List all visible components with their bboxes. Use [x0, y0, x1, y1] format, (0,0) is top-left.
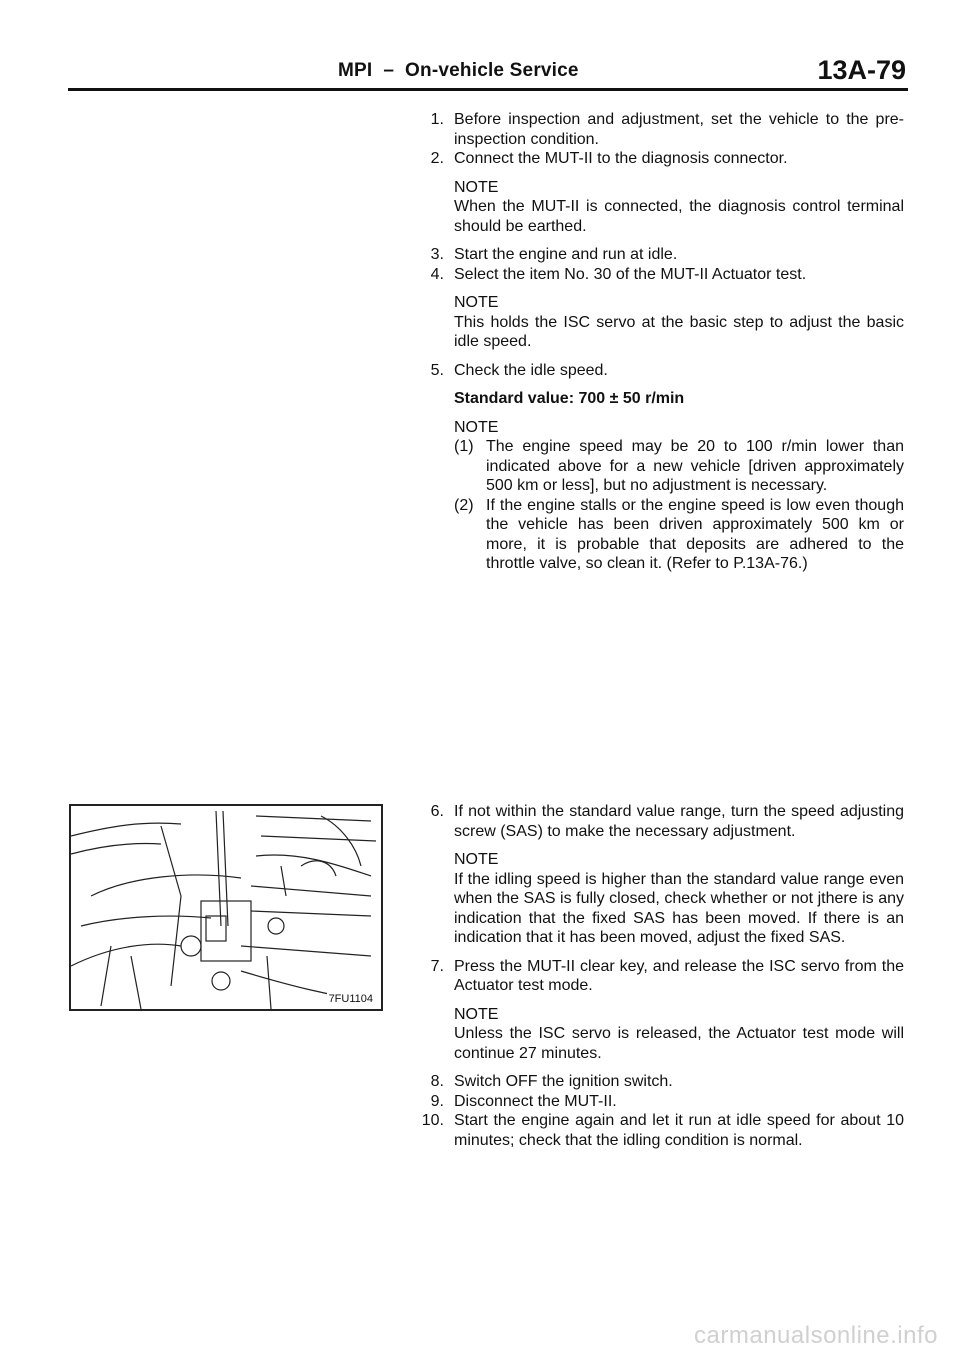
note-step-6	[454, 850, 904, 948]
step-text: Connect the MUT-II to the diagnosis connector.	[454, 150, 788, 167]
step-1	[416, 110, 904, 149]
note-text: If the idling speed is higher than the standard value range even when the SAS is fully closed, check whether or not jthere is any indication that the fixed SAS has been moved. If there is an indication that it has been moved, adjust the fixed SAS.	[454, 870, 904, 946]
step-number: 9.	[430, 1092, 444, 1110]
step-10	[416, 1111, 904, 1150]
step-number: 3.	[430, 246, 444, 263]
step-number: 8.	[430, 1073, 444, 1090]
instructions-top	[416, 110, 904, 574]
step-text: If not within the standard value range, turn the speed adjusting screw (SAS) to make the necessary adjustment.	[454, 803, 904, 840]
note-text: This holds the ISC servo at the basic step to adjust the basic idle speed.	[454, 313, 904, 350]
step-3	[416, 245, 904, 265]
instructions-bottom	[416, 802, 904, 1150]
note-text: When the MUT-II is connected, the diagnosis control terminal should be earthed.	[454, 198, 904, 235]
note-item-number: (2)	[454, 496, 474, 514]
step-text: Check the idle speed.	[454, 361, 608, 379]
figure-label: 7FU1104	[328, 993, 373, 1005]
standard-value: Standard value: 700 ± 50 r/min	[454, 390, 685, 407]
step-text: Start the engine again and let it run at idle speed for about 10 minutes; check that the idling condition is normal.	[454, 1112, 904, 1149]
step-text: Start the engine and run at idle.	[454, 246, 678, 263]
note-item-1	[454, 437, 904, 496]
note-label: NOTE	[454, 1005, 499, 1023]
note-item-text: If the engine stalls or the engine speed is low even though the vehicle has been driven approximately 500 km or more, it is probable that deposits are adhered to the throttle valve, so clean it. (Refer to P.13A-76.)	[486, 496, 904, 572]
header-divider	[68, 88, 908, 91]
note-label: NOTE	[454, 178, 499, 196]
step-5	[416, 361, 904, 381]
note-step-4	[454, 293, 904, 352]
step-6	[416, 802, 904, 841]
note-step-7	[454, 1005, 904, 1064]
note-item-text: The engine speed may be 20 to 100 r/min lower than indicated above for a new vehicle [driven approximately 500 km or less], but no adjustment is necessary.	[486, 438, 904, 494]
step-number: 2.	[430, 150, 444, 167]
note-text: Unless the ISC servo is released, the Actuator test mode will continue 27 minutes.	[454, 1025, 904, 1062]
footer-watermark[interactable]: carmanualsonline.info	[694, 1322, 938, 1349]
step-text: Switch OFF the ignition switch.	[454, 1073, 673, 1090]
note-item-2	[454, 496, 904, 574]
step-number: 4.	[430, 265, 444, 283]
note-label: NOTE	[454, 851, 499, 868]
step-7	[416, 957, 904, 996]
step-number: 7.	[430, 957, 444, 975]
step-2	[416, 149, 904, 169]
step-text: Press the MUT-II clear key, and release the ISC servo from the Actuator test mode.	[454, 957, 904, 994]
page-number: 13A-79	[817, 55, 906, 85]
step-text: Select the item No. 30 of the MUT-II Actuator test.	[454, 265, 807, 283]
step-number: 6.	[430, 803, 444, 820]
step-text: Disconnect the MUT-II.	[454, 1092, 617, 1110]
step-text: Before inspection and adjustment, set the vehicle to the pre-inspection condition.	[454, 111, 904, 148]
step-number: 5.	[430, 361, 444, 379]
step-number: 10.	[421, 1112, 444, 1129]
step-number: 1.	[430, 111, 444, 128]
engine-bay-illustration	[69, 804, 383, 1011]
step-8	[416, 1072, 904, 1092]
engine-line-drawing	[71, 806, 381, 1009]
note-step-2	[454, 178, 904, 237]
note-label: NOTE	[454, 418, 499, 436]
page-header-title: MPI – On-vehicle Service	[338, 60, 579, 81]
note-label: NOTE	[454, 294, 499, 311]
step-9	[416, 1092, 904, 1112]
step-4	[416, 265, 904, 285]
note-item-number: (1)	[454, 438, 474, 455]
